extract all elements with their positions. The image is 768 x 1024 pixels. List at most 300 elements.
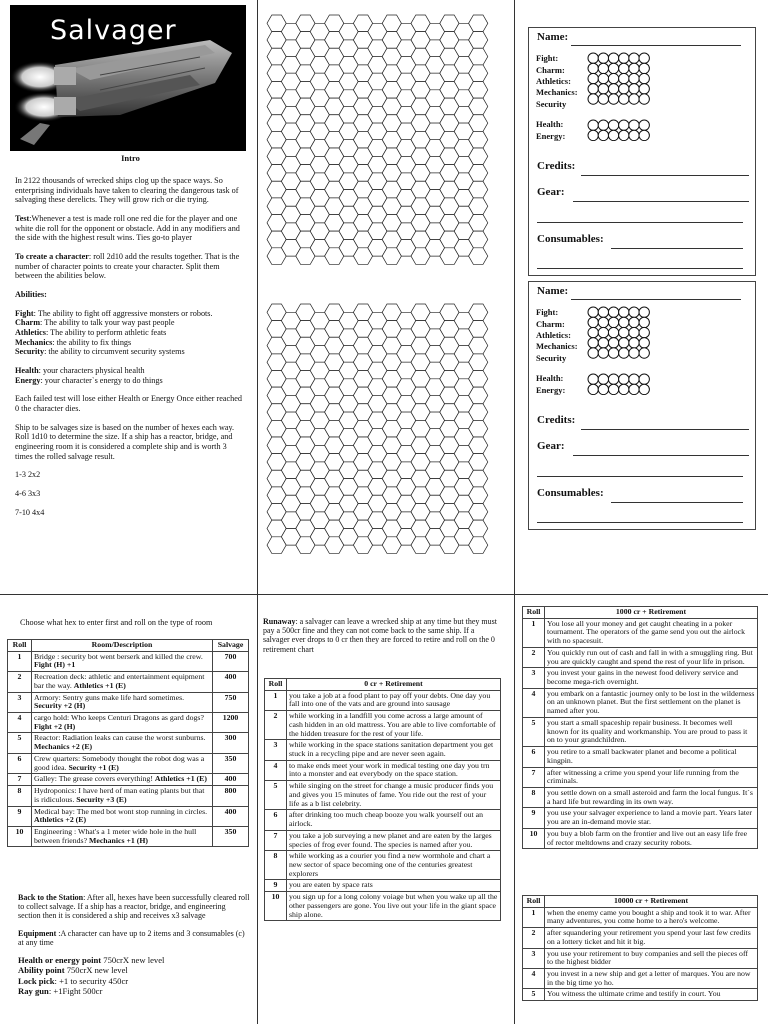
- stat-athletics-label: Athletics:: [536, 76, 571, 86]
- retirement-roll: 9: [523, 808, 545, 828]
- gear-label: Gear:: [537, 186, 565, 198]
- consumables-field-2[interactable]: [537, 522, 743, 523]
- point-bubble[interactable]: [588, 327, 598, 337]
- retirement-row: [265, 851, 501, 880]
- equipment-rule: Equipment :A character can have up to 2 items and 3 consumables (c) at any time: [18, 928, 245, 947]
- point-bubble[interactable]: [588, 307, 598, 317]
- retirement-roll: 10: [523, 828, 545, 848]
- point-bubble[interactable]: [629, 84, 639, 94]
- room-row: [8, 733, 249, 753]
- equipment-item: Health or energy point 750crX new level: [18, 954, 165, 965]
- gear-field-1[interactable]: [573, 201, 749, 202]
- room-description: Reactor: Radiation leaks can cause the worst sunburns. Mechanics +2 (E): [32, 733, 213, 753]
- room-roll: 10: [8, 826, 32, 846]
- room-bonus: Mechanics +1 (H): [89, 835, 149, 845]
- rooms-instruction: Choose what hex to enter first and roll on the type of room: [20, 618, 213, 627]
- point-bubble[interactable]: [598, 338, 608, 348]
- retirement-row: [523, 928, 758, 948]
- point-bubble[interactable]: [598, 120, 608, 130]
- point-bubble[interactable]: [619, 53, 629, 63]
- intro-section: [15, 153, 246, 526]
- point-bubble[interactable]: [588, 348, 598, 358]
- point-bubble[interactable]: [619, 338, 629, 348]
- room-roll: 3: [8, 692, 32, 712]
- retirement-outcome: you sign up for a long colony voiage but when you wake up all the other passengers are gone. You live out your life in the giant space ship alone.: [287, 892, 501, 921]
- point-bubble[interactable]: [598, 317, 608, 327]
- room-salvage: 400: [213, 672, 249, 692]
- room-salvage: 350: [213, 753, 249, 773]
- retirement-table-0cr: [264, 678, 501, 921]
- retirement-roll: 8: [265, 851, 287, 880]
- retirement-roll: 5: [523, 989, 545, 1001]
- retirement-outcome: you take a job at a food plant to pay off your debts. One day you fall into one of the vats and are ground into sausage: [287, 690, 501, 710]
- point-bubble[interactable]: [639, 94, 649, 104]
- logo-title: Salvager: [50, 15, 177, 46]
- stat-athletics-label: Athletics:: [536, 330, 571, 340]
- retirement-row: [523, 688, 758, 717]
- ship-size-large: 7-10 4x4: [15, 507, 45, 517]
- retirement-outcome: You quickly run out of cash and fall in with a smuggling ring. But you are quickly caught and spend the rest of your life in prison.: [545, 647, 758, 667]
- credits-field[interactable]: [581, 429, 749, 430]
- retirement-roll: 3: [523, 668, 545, 688]
- credits-label: Credits:: [537, 160, 576, 172]
- retirement-outcome: you start a small spaceship repair business. It becomes well known for its quality and workmanship. You are proud to pass it on to your grandchildren.: [545, 717, 758, 746]
- point-bubble[interactable]: [639, 317, 649, 327]
- point-bubble[interactable]: [639, 84, 649, 94]
- retirement-roll: 4: [523, 969, 545, 989]
- test-label: Test: [15, 214, 30, 224]
- retirement-outcome: you use your salvager experience to land a movie part. Years later you are an in-demand movie star.: [545, 808, 758, 828]
- ability-security: Security: the ability to circumvent security systems: [15, 347, 185, 357]
- room-salvage: 1200: [213, 713, 249, 733]
- ret0-header-title: 0 cr + Retirement: [287, 679, 501, 691]
- point-bubble[interactable]: [639, 73, 649, 83]
- point-bubble[interactable]: [639, 348, 649, 358]
- point-bubble[interactable]: [588, 53, 598, 63]
- back-to-station: Back to the Station: After all, hexes have been successfully cleared roll to collect salvage. If a ship has a reactor, bridge, and engineering section then it is considered a ship and receives x3 salvage: [18, 893, 250, 921]
- retirement-outcome: while working in a landfill you come across a large amount of cash hidden in an old mattress. You are able to live comfortable of the hidden treasure for the rest of your life.: [287, 711, 501, 740]
- retirement-outcome: while working in the space stations sanitation department you get stuck in a recycling pipe and are never seen again.: [287, 740, 501, 760]
- ability-point-circles: [587, 52, 650, 105]
- retirement-roll: 4: [265, 760, 287, 780]
- point-bubble[interactable]: [629, 120, 639, 130]
- point-bubble[interactable]: [619, 120, 629, 130]
- point-bubble[interactable]: [608, 53, 618, 63]
- abilities-list: [15, 309, 246, 357]
- point-bubble[interactable]: [598, 374, 608, 384]
- room-salvage: 300: [213, 733, 249, 753]
- point-bubble[interactable]: [598, 63, 608, 73]
- consumables-label: Consumables:: [537, 487, 604, 499]
- equipment-item: Lock pick: +1 to security 450cr: [18, 975, 129, 986]
- rooms-table: [7, 639, 249, 847]
- point-bubble[interactable]: [619, 84, 629, 94]
- room-bonus: Athletics +2 (E): [34, 815, 87, 825]
- retirement-row: [265, 690, 501, 710]
- retirement-outcome: you embark on a fantastic journey only to be lost in the wilderness on an unknown planet. But the first settlement on the planet is named after you.: [545, 688, 758, 717]
- retirement-roll: 2: [265, 711, 287, 740]
- test-text: :Whenever a test is made roll one red die for the player and one white die roll for the opponent or obstacle. Add in any modifiers and the side with the highest result wins. Ties go-to player: [15, 214, 240, 243]
- retirement-row: [265, 892, 501, 921]
- retirement-row: [523, 668, 758, 688]
- point-bubble[interactable]: [608, 327, 618, 337]
- energy-rule: Energy: your character`s energy to do things: [15, 375, 163, 385]
- retirement-roll: 6: [265, 810, 287, 830]
- vitals-circles: [587, 373, 650, 395]
- ship-size-small: 1-3 2x2: [15, 470, 41, 480]
- retirement-outcome: you invest your gains in the newest food delivery service and become mega-rich overnight.: [545, 668, 758, 688]
- room-bonus: Athletics +1 (E): [73, 680, 126, 690]
- retirement-row: [523, 948, 758, 968]
- room-description: Bridge : security bot went berserk and killed the crew. Fight (H) +1: [32, 651, 213, 671]
- retirement-outcome: while singing on the street for change a music producer finds you and gives you 15 minutes of fame. You ride out the rest of your life as a b list celebrity.: [287, 781, 501, 810]
- point-bubble[interactable]: [588, 94, 598, 104]
- room-bonus: Fight (H) +1: [34, 660, 76, 670]
- create-label: To create a character: [15, 252, 89, 262]
- point-bubble[interactable]: [629, 63, 639, 73]
- point-bubble[interactable]: [639, 63, 649, 73]
- point-bubble[interactable]: [639, 338, 649, 348]
- room-row: [8, 692, 249, 712]
- stat-charm-label: Charm:: [536, 65, 565, 75]
- point-bubble[interactable]: [629, 94, 639, 104]
- point-bubble[interactable]: [588, 338, 598, 348]
- test-rule: [15, 214, 246, 243]
- salvager-logo: [10, 5, 246, 151]
- ability-mechanics: Mechanics: the ability to fix things: [15, 337, 132, 347]
- point-bubble[interactable]: [639, 53, 649, 63]
- retirement-outcome: You witness the ultimate crime and testify in court. You: [545, 989, 758, 1001]
- point-bubble[interactable]: [588, 84, 598, 94]
- room-row: [8, 713, 249, 733]
- retirement-row: [523, 747, 758, 767]
- vitals-circles: [587, 119, 650, 141]
- character-sheet-2: [528, 281, 756, 530]
- ret1000-header-roll: Roll: [523, 607, 545, 619]
- point-bubble[interactable]: [598, 384, 608, 394]
- name-label: Name:: [537, 31, 569, 43]
- ret0-header-roll: Roll: [265, 679, 287, 691]
- retirement-row: [523, 618, 758, 647]
- retirement-row: [523, 828, 758, 848]
- room-row: [8, 672, 249, 692]
- name-field[interactable]: [571, 45, 741, 46]
- consumables-label: Consumables:: [537, 233, 604, 245]
- retirement-outcome: while working as a courier you find a new wormhole and chart a new sector of space becoming one of the centuries greatest explorers: [287, 851, 501, 880]
- point-bubble[interactable]: [608, 84, 618, 94]
- room-description: Armory: Sentry guns make life hard sometimes. Security +2 (H): [32, 692, 213, 712]
- retirement-row: [523, 787, 758, 807]
- retirement-roll: 7: [523, 767, 545, 787]
- room-bonus: Athletics +1 (E): [154, 774, 207, 784]
- room-description: Recreation deck: athletic and entertainment equipment bar the way. Athletics +1 (E): [32, 672, 213, 692]
- room-row: [8, 774, 249, 786]
- point-bubble[interactable]: [608, 384, 618, 394]
- abilities-heading: Abilities:: [15, 290, 47, 300]
- point-bubble[interactable]: [608, 338, 618, 348]
- failed-test-rule: Each failed test will lose either Health or Energy Once either reached 0 the character dies.: [15, 394, 242, 414]
- point-bubble[interactable]: [619, 317, 629, 327]
- ability-athletics: Athletics: The ability to perform athletic feats: [15, 328, 167, 338]
- room-roll: 2: [8, 672, 32, 692]
- equipment-item: Ability point 750crX new level: [18, 965, 128, 976]
- stat-security-label: Security: [536, 99, 567, 109]
- retirement-table-10000cr: [522, 895, 758, 1001]
- retirement-roll: 8: [523, 787, 545, 807]
- stat-mechanics-label: Mechanics:: [536, 341, 578, 351]
- name-field[interactable]: [571, 299, 741, 300]
- retirement-roll: 3: [523, 948, 545, 968]
- point-bubble[interactable]: [588, 317, 598, 327]
- retirement-roll: 5: [523, 717, 545, 746]
- retirement-outcome: to make ends meet your work in medical testing one day you trn into a monster and eat everybody on the space station.: [287, 760, 501, 780]
- room-salvage: 700: [213, 651, 249, 671]
- retirement-outcome: you use your retirement to buy companies and sell the pieces off to the highest bidder: [545, 948, 758, 968]
- create-rule: [15, 252, 246, 281]
- point-bubble[interactable]: [629, 327, 639, 337]
- ability-point-circles: [587, 306, 650, 359]
- fold-line-vertical-left: [257, 0, 258, 1024]
- intro-paragraph: In 2122 thousands of wrecked ships clog up the space ways. So enterprising individuals have taken to clearing the dangerous task of salvaging these derelicts. They will grow rich or die trying.: [15, 176, 239, 205]
- retirement-outcome: you retire to a small backwater planet and become a political kingpin.: [545, 747, 758, 767]
- ship-size-rule: Ship to be salvages size is based on the number of hexes each way. Roll 1d10 to determine the size. If a ship has a reactor, bridge, and engineering room it is considered a complete ship and is worth 3 times the rolled salvage result.: [15, 422, 235, 461]
- point-bubble[interactable]: [588, 374, 598, 384]
- retirement-roll: 1: [523, 618, 545, 647]
- ship-size-medium: 4-6 3x3: [15, 489, 41, 499]
- point-bubble[interactable]: [588, 384, 598, 394]
- point-bubble[interactable]: [619, 63, 629, 73]
- point-bubble[interactable]: [588, 130, 598, 140]
- equipment-list: [18, 955, 250, 996]
- point-bubble[interactable]: [608, 63, 618, 73]
- retirement-outcome: after squandering your retirement you spend your last few credits on a lottery ticket and hit it big.: [545, 928, 758, 948]
- room-bonus: Security +1 (E): [68, 762, 119, 772]
- consumables-field-1[interactable]: [611, 502, 743, 503]
- runaway-rule: Runaway: a salvager can leave a wrecked ship at any time but they must pay a 500cr fine and they can not come back to the same ship. If a salvager ever drops to 0 cr then they are forced to retire and roll on the 0 retirement chart: [263, 617, 497, 654]
- point-bubble[interactable]: [629, 53, 639, 63]
- credits-label: Credits:: [537, 414, 576, 426]
- retirement-roll: 3: [265, 740, 287, 760]
- point-bubble[interactable]: [639, 130, 649, 140]
- point-bubble[interactable]: [588, 63, 598, 73]
- point-bubble[interactable]: [629, 130, 639, 140]
- hex-map-top: [266, 14, 502, 284]
- point-bubble[interactable]: [598, 327, 608, 337]
- health-rule: Health: your characters physical health: [15, 366, 145, 376]
- retirement-roll: 2: [523, 928, 545, 948]
- point-bubble[interactable]: [598, 94, 608, 104]
- room-roll: 7: [8, 774, 32, 786]
- room-description: Hydroponics: I have herd of man eating plants but that is ridiculous. Security +3 (E): [32, 786, 213, 806]
- point-bubble[interactable]: [639, 120, 649, 130]
- rooms-header-roll: Roll: [8, 640, 32, 652]
- room-bonus: Fight +2 (H): [34, 721, 76, 731]
- point-bubble[interactable]: [608, 73, 618, 83]
- retirement-outcome: you settle down on a small asteroid and farm the local fungus. It`s a hard life but rewarding in its own way.: [545, 787, 758, 807]
- point-bubble[interactable]: [639, 384, 649, 394]
- gear-field-2[interactable]: [537, 222, 743, 223]
- point-bubble[interactable]: [629, 73, 639, 83]
- character-sheet-1: [528, 27, 756, 276]
- health-label: Health:: [536, 373, 564, 383]
- point-bubble[interactable]: [629, 317, 639, 327]
- retirement-roll: 6: [523, 747, 545, 767]
- room-description: Galley: The grease covers everything! Athletics +1 (E): [32, 774, 213, 786]
- room-row: [8, 786, 249, 806]
- energy-label: Energy:: [536, 131, 566, 141]
- retirement-roll: 1: [523, 907, 545, 927]
- point-bubble[interactable]: [619, 94, 629, 104]
- room-row: [8, 651, 249, 671]
- retirement-roll: 9: [265, 880, 287, 892]
- retirement-row: [265, 830, 501, 850]
- ability-charm: Charm: The ability to talk your way past people: [15, 318, 175, 328]
- retirement-outcome: when the enemy came you bought a ship and took it to war. After many adventures, you come home to a hero's welcome.: [545, 907, 758, 927]
- stat-fight-label: Fight:: [536, 307, 559, 317]
- room-description: Crew quarters: Somebody thought the robot dog was a good idea. Security +1 (E): [32, 753, 213, 773]
- point-bubble[interactable]: [608, 120, 618, 130]
- room-roll: 1: [8, 651, 32, 671]
- room-description: Medical bay: The med bot wont stop running in circles. Athletics +2 (E): [32, 806, 213, 826]
- stat-fight-label: Fight:: [536, 53, 559, 63]
- ability-fight: Fight: The ability to fight off aggressive monsters or robots.: [15, 308, 213, 318]
- point-bubble[interactable]: [619, 327, 629, 337]
- ret1000-header-title: 1000 cr + Retirement: [545, 607, 758, 619]
- station-equipment-section: [18, 893, 250, 996]
- room-salvage: 400: [213, 774, 249, 786]
- point-bubble[interactable]: [629, 374, 639, 384]
- point-bubble[interactable]: [588, 73, 598, 83]
- point-bubble[interactable]: [598, 53, 608, 63]
- point-bubble[interactable]: [619, 348, 629, 358]
- fold-line-vertical-right: [514, 0, 515, 1024]
- retirement-outcome: You lose all your money and get caught cheating in a poker tournament. The operators of the game send you out the airlock with no spacesuit.: [545, 618, 758, 647]
- stat-mechanics-label: Mechanics:: [536, 87, 578, 97]
- ret10000-header-title: 10000 cr + Retirement: [545, 896, 758, 908]
- equipment-item: Ray gun: +1Fight 500cr: [18, 985, 103, 996]
- point-bubble[interactable]: [629, 338, 639, 348]
- retirement-row: [523, 907, 758, 927]
- point-bubble[interactable]: [639, 374, 649, 384]
- point-bubble[interactable]: [608, 307, 618, 317]
- point-bubble[interactable]: [619, 374, 629, 384]
- room-bonus: Security +3 (E): [76, 794, 127, 804]
- retirement-roll: 4: [523, 688, 545, 717]
- gear-label: Gear:: [537, 440, 565, 452]
- vitals-list: [15, 366, 246, 385]
- rooms-header-salvage: Salvage: [213, 640, 249, 652]
- gear-field-2[interactable]: [537, 476, 743, 477]
- point-bubble[interactable]: [639, 307, 649, 317]
- retirement-roll: 2: [523, 647, 545, 667]
- point-bubble[interactable]: [598, 307, 608, 317]
- room-row: [8, 806, 249, 826]
- room-row: [8, 753, 249, 773]
- point-bubble[interactable]: [608, 348, 618, 358]
- room-roll: 9: [8, 806, 32, 826]
- room-bonus: Security +2 (H): [34, 701, 86, 711]
- create-text: : roll 2d10 add the results together. That is the number of character points to create your character. Split them between the abilities below.: [15, 252, 240, 281]
- point-bubble[interactable]: [629, 348, 639, 358]
- retirement-row: [265, 810, 501, 830]
- retirement-roll: 10: [265, 892, 287, 921]
- room-salvage: 400: [213, 806, 249, 826]
- intro-heading: Intro: [121, 153, 140, 163]
- credits-field[interactable]: [581, 175, 749, 176]
- retirement-roll: 7: [265, 830, 287, 850]
- retirement-outcome: you buy a blob farm on the frontier and live out an easy life free of rector meltdowns and crazy security robots.: [545, 828, 758, 848]
- point-bubble[interactable]: [639, 327, 649, 337]
- retirement-outcome: after witnessing a crime you spend your life running from the criminals.: [545, 767, 758, 787]
- retirement-roll: 1: [265, 690, 287, 710]
- point-bubble[interactable]: [608, 130, 618, 140]
- point-bubble[interactable]: [608, 94, 618, 104]
- point-bubble[interactable]: [619, 384, 629, 394]
- retirement-outcome: you take a job surveying a new planet and are eaten by the larges species of frog ever found. The species is named after you.: [287, 830, 501, 850]
- retirement-row: [523, 767, 758, 787]
- point-bubble[interactable]: [588, 120, 598, 130]
- point-bubble[interactable]: [629, 384, 639, 394]
- room-roll: 6: [8, 753, 32, 773]
- retirement-row: [265, 711, 501, 740]
- gear-field-1[interactable]: [573, 455, 749, 456]
- stat-charm-label: Charm:: [536, 319, 565, 329]
- retirement-row: [265, 880, 501, 892]
- room-roll: 5: [8, 733, 32, 753]
- stat-security-label: Security: [536, 353, 567, 363]
- retirement-outcome: you are eaten by space rats: [287, 880, 501, 892]
- room-salvage: 750: [213, 692, 249, 712]
- retirement-row: [523, 717, 758, 746]
- retirement-row: [265, 760, 501, 780]
- retirement-row: [523, 989, 758, 1001]
- consumables-field-1[interactable]: [611, 248, 743, 249]
- health-label: Health:: [536, 119, 564, 129]
- consumables-field-2[interactable]: [537, 268, 743, 269]
- retirement-outcome: you invest in a new ship and get a letter of marques. You are now in the big time yo ho.: [545, 969, 758, 989]
- room-salvage: 800: [213, 786, 249, 806]
- room-bonus: Mechanics +2 (E): [34, 742, 93, 752]
- point-bubble[interactable]: [608, 317, 618, 327]
- room-description: cargo hold: Who keeps Centuri Dragons as gard dogs? Fight +2 (H): [32, 713, 213, 733]
- energy-label: Energy:: [536, 385, 566, 395]
- point-bubble[interactable]: [598, 130, 608, 140]
- retirement-table-1000cr: [522, 606, 758, 849]
- fold-line-horizontal: [0, 594, 768, 595]
- rooms-header-desc: Room/Description: [32, 640, 213, 652]
- point-bubble[interactable]: [619, 73, 629, 83]
- point-bubble[interactable]: [598, 73, 608, 83]
- hex-map-bottom: [266, 303, 502, 573]
- retirement-row: [523, 647, 758, 667]
- room-roll: 8: [8, 786, 32, 806]
- retirement-row: [523, 808, 758, 828]
- ret10000-header-roll: Roll: [523, 896, 545, 908]
- point-bubble[interactable]: [608, 374, 618, 384]
- room-roll: 4: [8, 713, 32, 733]
- point-bubble[interactable]: [619, 130, 629, 140]
- point-bubble[interactable]: [598, 348, 608, 358]
- retirement-roll: 5: [265, 781, 287, 810]
- point-bubble[interactable]: [619, 307, 629, 317]
- point-bubble[interactable]: [598, 84, 608, 94]
- room-description: Engineering : What's a 1 meter wide hole in the hull between friends? Mechanics +1 (H): [32, 826, 213, 846]
- room-row: [8, 826, 249, 846]
- retirement-row: [523, 969, 758, 989]
- point-bubble[interactable]: [629, 307, 639, 317]
- retirement-outcome: after drinking too much cheap booze you walk yourself out an airlock.: [287, 810, 501, 830]
- retirement-row: [265, 740, 501, 760]
